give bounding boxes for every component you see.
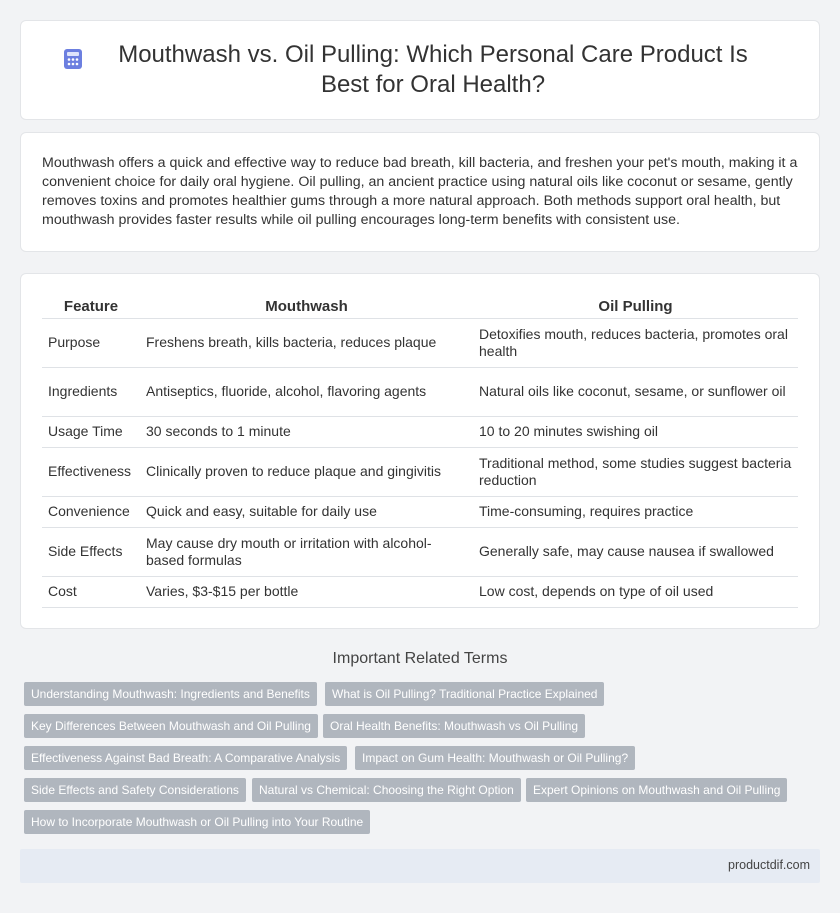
table-cell: Generally safe, may cause nausea if swallowed <box>473 527 798 576</box>
related-term-link[interactable]: Key Differences Between Mouthwash and Oil Pulling <box>24 714 318 738</box>
header-card <box>20 20 820 120</box>
related-term-link[interactable]: Expert Opinions on Mouthwash and Oil Pulling <box>526 778 787 802</box>
related-term-link[interactable]: Impact on Gum Health: Mouthwash or Oil Pulling? <box>355 746 635 770</box>
table-row <box>42 527 798 576</box>
table-cell: Low cost, depends on type of oil used <box>473 576 798 607</box>
column-header-oil-pulling: Oil Pulling <box>473 295 798 318</box>
table-cell: May cause dry mouth or irritation with alcohol-based formulas <box>140 527 473 576</box>
table-row <box>42 496 798 527</box>
table-cell: Ingredients <box>42 367 140 416</box>
table-cell: Antiseptics, fluoride, alcohol, flavoring agents <box>140 367 473 416</box>
table-cell: Natural oils like coconut, sesame, or sunflower oil <box>473 367 798 416</box>
related-terms-heading: Important Related Terms <box>332 650 508 667</box>
table-cell: Clinically proven to reduce plaque and gingivitis <box>140 447 473 496</box>
comparison-table <box>42 295 798 608</box>
related-term-link[interactable]: Effectiveness Against Bad Breath: A Comparative Analysis <box>24 746 347 770</box>
table-row <box>42 447 798 496</box>
table-row <box>42 576 798 607</box>
table-cell: 30 seconds to 1 minute <box>140 416 473 447</box>
table-cell: Traditional method, some studies suggest bacteria reduction <box>473 447 798 496</box>
table-cell: Side Effects <box>42 527 140 576</box>
table-row <box>42 318 798 367</box>
table-cell: Quick and easy, suitable for daily use <box>140 496 473 527</box>
comparison-card <box>20 273 820 629</box>
intro-card <box>20 132 820 252</box>
footer-bar <box>20 849 820 883</box>
related-term-link[interactable]: Side Effects and Safety Considerations <box>24 778 246 802</box>
table-header-row <box>42 295 798 318</box>
table-cell: Cost <box>42 576 140 607</box>
table-cell: Purpose <box>42 318 140 367</box>
table-cell: Freshens breath, kills bacteria, reduces plaque <box>140 318 473 367</box>
table-cell: 10 to 20 minutes swishing oil <box>473 416 798 447</box>
related-term-link[interactable]: What is Oil Pulling? Traditional Practice Explained <box>325 682 604 706</box>
table-cell: Usage Time <box>42 416 140 447</box>
related-term-link[interactable]: Natural vs Chemical: Choosing the Right Option <box>252 778 521 802</box>
column-header-mouthwash: Mouthwash <box>140 295 473 318</box>
table-cell: Effectiveness <box>42 447 140 496</box>
page-title: Mouthwash vs. Oil Pulling: Which Personal Care Product Is Best for Oral Health? <box>118 41 748 98</box>
footer-site-name: productdif.com <box>728 858 810 872</box>
related-term-link[interactable]: How to Incorporate Mouthwash or Oil Pulling into Your Routine <box>24 810 370 834</box>
title-wrap <box>21 21 819 119</box>
table-cell: Detoxifies mouth, reduces bacteria, promotes oral health <box>473 318 798 367</box>
related-term-link[interactable]: Understanding Mouthwash: Ingredients and Benefits <box>24 682 317 706</box>
column-header-feature: Feature <box>42 295 140 318</box>
table-row <box>42 367 798 416</box>
intro-paragraph: Mouthwash offers a quick and effective way to reduce bad breath, kill bacteria, and freshen your pet's mouth, making it a convenient choice for daily oral hygiene. Oil pulling, an ancient practice using natural oils like coconut or sesame, gently removes toxins and promotes healthier gums through a more natural approach. Both methods support oral health, but mouthwash provides faster results while oil pulling encourages long-term benefits with consistent use. <box>42 155 798 228</box>
table-cell: Time-consuming, requires practice <box>473 496 798 527</box>
related-term-link[interactable]: Oral Health Benefits: Mouthwash vs Oil Pulling <box>323 714 585 738</box>
table-cell: Varies, $3-$15 per bottle <box>140 576 473 607</box>
table-cell: Convenience <box>42 496 140 527</box>
table-row <box>42 416 798 447</box>
